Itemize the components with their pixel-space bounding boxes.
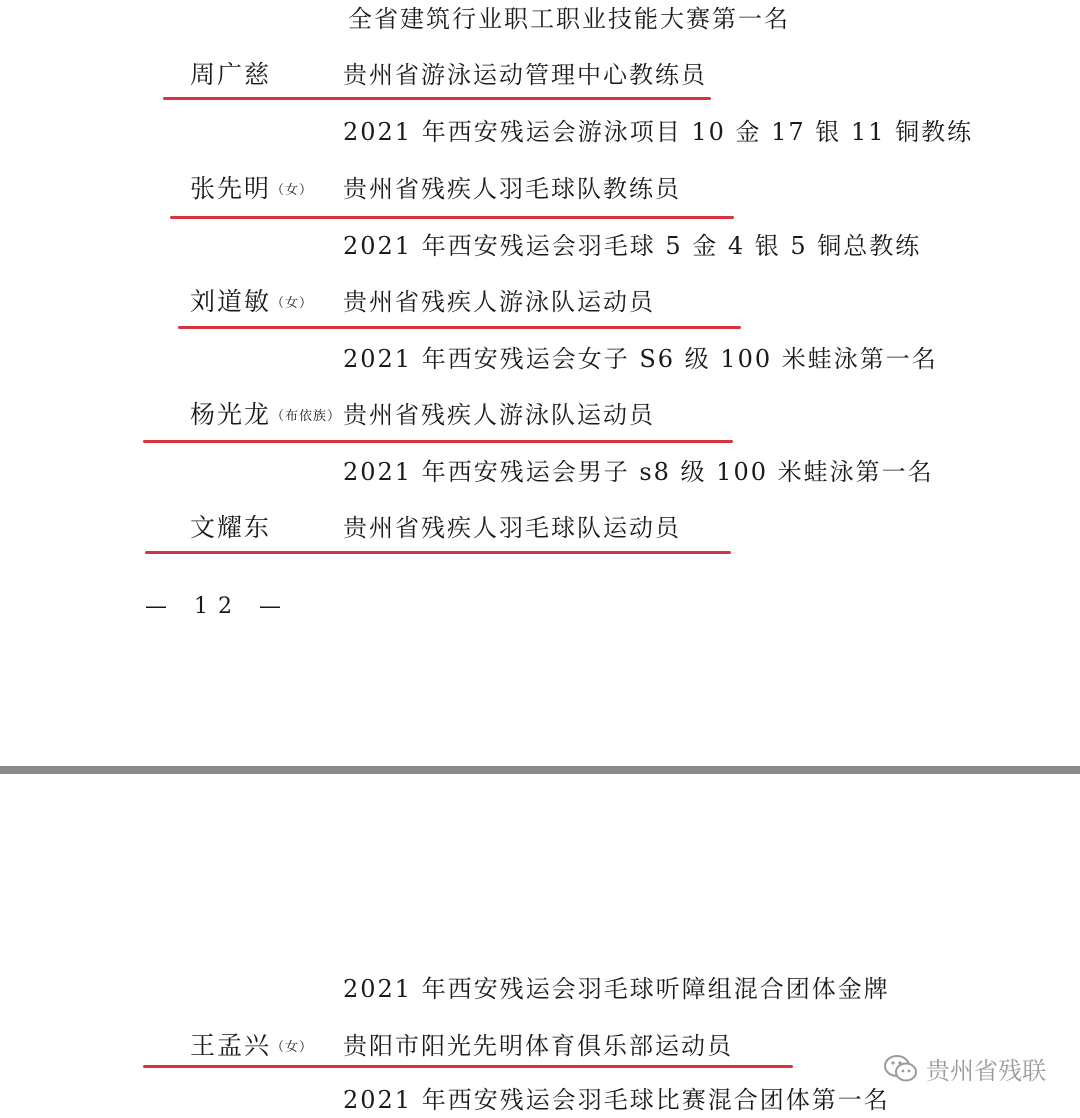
red-underline bbox=[178, 326, 741, 329]
person-achievement: 2021 年西安残运会游泳项目 10 金 17 银 11 铜教练 bbox=[343, 118, 974, 146]
person-achievement: 2021 年西安残运会羽毛球 5 金 4 银 5 铜总教练 bbox=[343, 232, 922, 260]
person-unit: 贵州省残疾人羽毛球队运动员 bbox=[343, 514, 681, 542]
page-separator bbox=[0, 766, 1080, 774]
person-unit: 贵州省游泳运动管理中心教练员 bbox=[343, 61, 707, 89]
person-name: 周广慈 bbox=[190, 60, 272, 89]
red-underline bbox=[143, 1065, 793, 1068]
watermark-text: 贵州省残联 bbox=[926, 1057, 1046, 1085]
red-underline bbox=[170, 216, 734, 219]
red-underline bbox=[163, 97, 711, 100]
page-number: — 12 — bbox=[145, 594, 291, 619]
person-achievement: 2021 年西安残运会羽毛球比赛混合团体第一名 bbox=[343, 1086, 890, 1114]
person-name: 王孟兴（女） bbox=[190, 1031, 314, 1060]
person-unit: 贵州省残疾人游泳队运动员 bbox=[343, 401, 655, 429]
lead-line: 全省建筑行业职工职业技能大赛第一名 bbox=[348, 5, 790, 33]
person-achievement: 2021 年西安残运会男子 s8 级 100 米蛙泳第一名 bbox=[343, 458, 934, 486]
person-unit: 贵阳市阳光先明体育俱乐部运动员 bbox=[343, 1032, 733, 1060]
lead-line: 2021 年西安残运会羽毛球听障组混合团体金牌 bbox=[343, 975, 890, 1003]
person-name: 张先明（女） bbox=[190, 174, 314, 203]
person-name: 杨光龙（布依族） bbox=[190, 400, 342, 429]
wechat-icon bbox=[884, 1054, 918, 1084]
person-achievement: 2021 年西安残运会女子 S6 级 100 米蛙泳第一名 bbox=[343, 345, 938, 373]
person-name: 刘道敏（女） bbox=[190, 287, 314, 316]
person-unit: 贵州省残疾人羽毛球队教练员 bbox=[343, 175, 681, 203]
person-name: 文耀东 bbox=[190, 513, 272, 542]
red-underline bbox=[143, 440, 733, 443]
wechat-watermark bbox=[884, 1051, 1046, 1086]
person-unit: 贵州省残疾人游泳队运动员 bbox=[343, 288, 655, 316]
red-underline bbox=[145, 551, 731, 554]
